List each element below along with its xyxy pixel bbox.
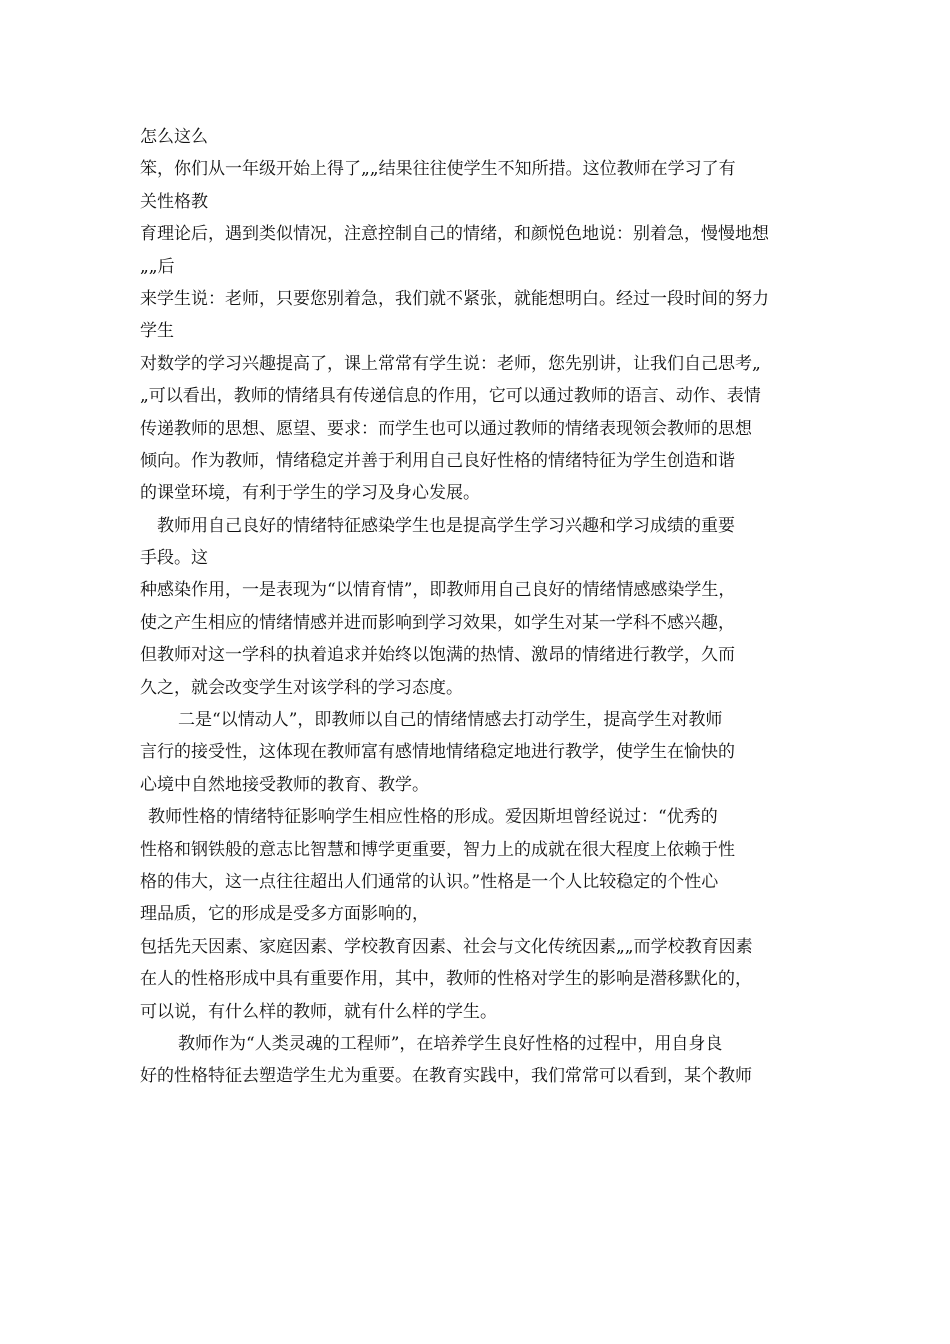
text-line: 对数学的学习兴趣提高了，课上常常有学生说：老师，您先别讲，让我们自己思考„ xyxy=(140,353,761,374)
text-line: 的课堂环境，有利于学生的学习及身心发展。 xyxy=(140,483,480,504)
text-line: 久之，就会改变学生对该学科的学习态度。 xyxy=(140,677,463,698)
text-line: 种感染作用，一是表现为“以情育情”，即教师用自己良好的情绪情感感染学生， xyxy=(140,580,736,601)
text-line: 关性格教 xyxy=(140,191,208,212)
text-line: 包括先天因素、家庭因素、学校教育因素、社会与文化传统因素„„而学校教育因素 xyxy=(140,936,753,957)
text-line: 倾向。作为教师，情绪稳定并善于利用自己良好性格的情绪特征为学生创造和谐 xyxy=(140,450,735,471)
text-line: 笨，你们从一年级开始上得了„„结果往往使学生不知所措。这位教师在学习了有 xyxy=(140,159,736,180)
text-line: 来学生说：老师，只要您别着急，我们就不紧张，就能想明白。经过一段时间的努力 xyxy=(140,288,769,309)
text-line: 心境中自然地接受教师的教育、教学。 xyxy=(140,774,429,795)
text-line: 可以说，有什么样的教师，就有什么样的学生。 xyxy=(140,1001,497,1022)
text-line: 理品质，它的形成是受多方面影响的， xyxy=(140,904,429,925)
paragraph-first-line: 教师用自己良好的情绪特征感染学生也是提高学生学习兴趣和学习成绩的重要 xyxy=(157,515,735,536)
text-line: 在人的性格形成中具有重要作用，其中，教师的性格对学生的影响是潜移默化的， xyxy=(140,969,752,990)
text-line: „可以看出，教师的情绪具有传递信息的作用，它可以通过教师的语言、动作、表情 xyxy=(140,386,761,407)
text-line: 使之产生相应的情绪情感并进而影响到学习效果，如学生对某一学科不感兴趣， xyxy=(140,612,735,633)
text-line: 言行的接受性，这体现在教师富有感情地情绪稳定地进行教学，使学生在愉快的 xyxy=(140,742,735,763)
text-line: 学生 xyxy=(140,321,174,342)
text-line: 但教师对这一学科的执着追求并始终以饱满的热情、激昂的情绪进行教学，久而 xyxy=(140,645,735,666)
text-line: 格的伟大，这一点往往超出人们通常的认识。”性格是一个人比较稳定的个性心 xyxy=(140,871,719,892)
paragraph-first-line: 教师作为“人类灵魂的工程师”，在培养学生良好性格的过程中，用自身良 xyxy=(178,1033,723,1054)
text-line: 性格和钢铁般的意志比智慧和博学更重要，智力上的成就在很大程度上依赖于性 xyxy=(140,839,735,860)
text-line: 怎么这么 xyxy=(140,127,208,147)
text-line: 好的性格特征去塑造学生尤为重要。在教育实践中，我们常常可以看到，某个教师 xyxy=(140,1066,752,1087)
text-line: 手段。这 xyxy=(140,548,208,569)
text-line: 传递教师的思想、愿望、要求：而学生也可以通过教师的情绪表现领会教师的思想 xyxy=(140,418,752,439)
text-line: „„后 xyxy=(140,256,175,277)
body-text xyxy=(140,121,812,1093)
paragraph-first-line: 教师性格的情绪特征影响学生相应性格的形成。爱因斯坦曾经说过：“优秀的 xyxy=(148,807,718,828)
paragraph-first-line: 二是“以情动人”，即教师以自己的情绪情感去打动学生，提高学生对教师 xyxy=(178,710,723,731)
text-line: 育理论后，遇到类似情况，注意控制自己的情绪，和颜悦色地说：别着急，慢慢地想 xyxy=(140,224,769,245)
